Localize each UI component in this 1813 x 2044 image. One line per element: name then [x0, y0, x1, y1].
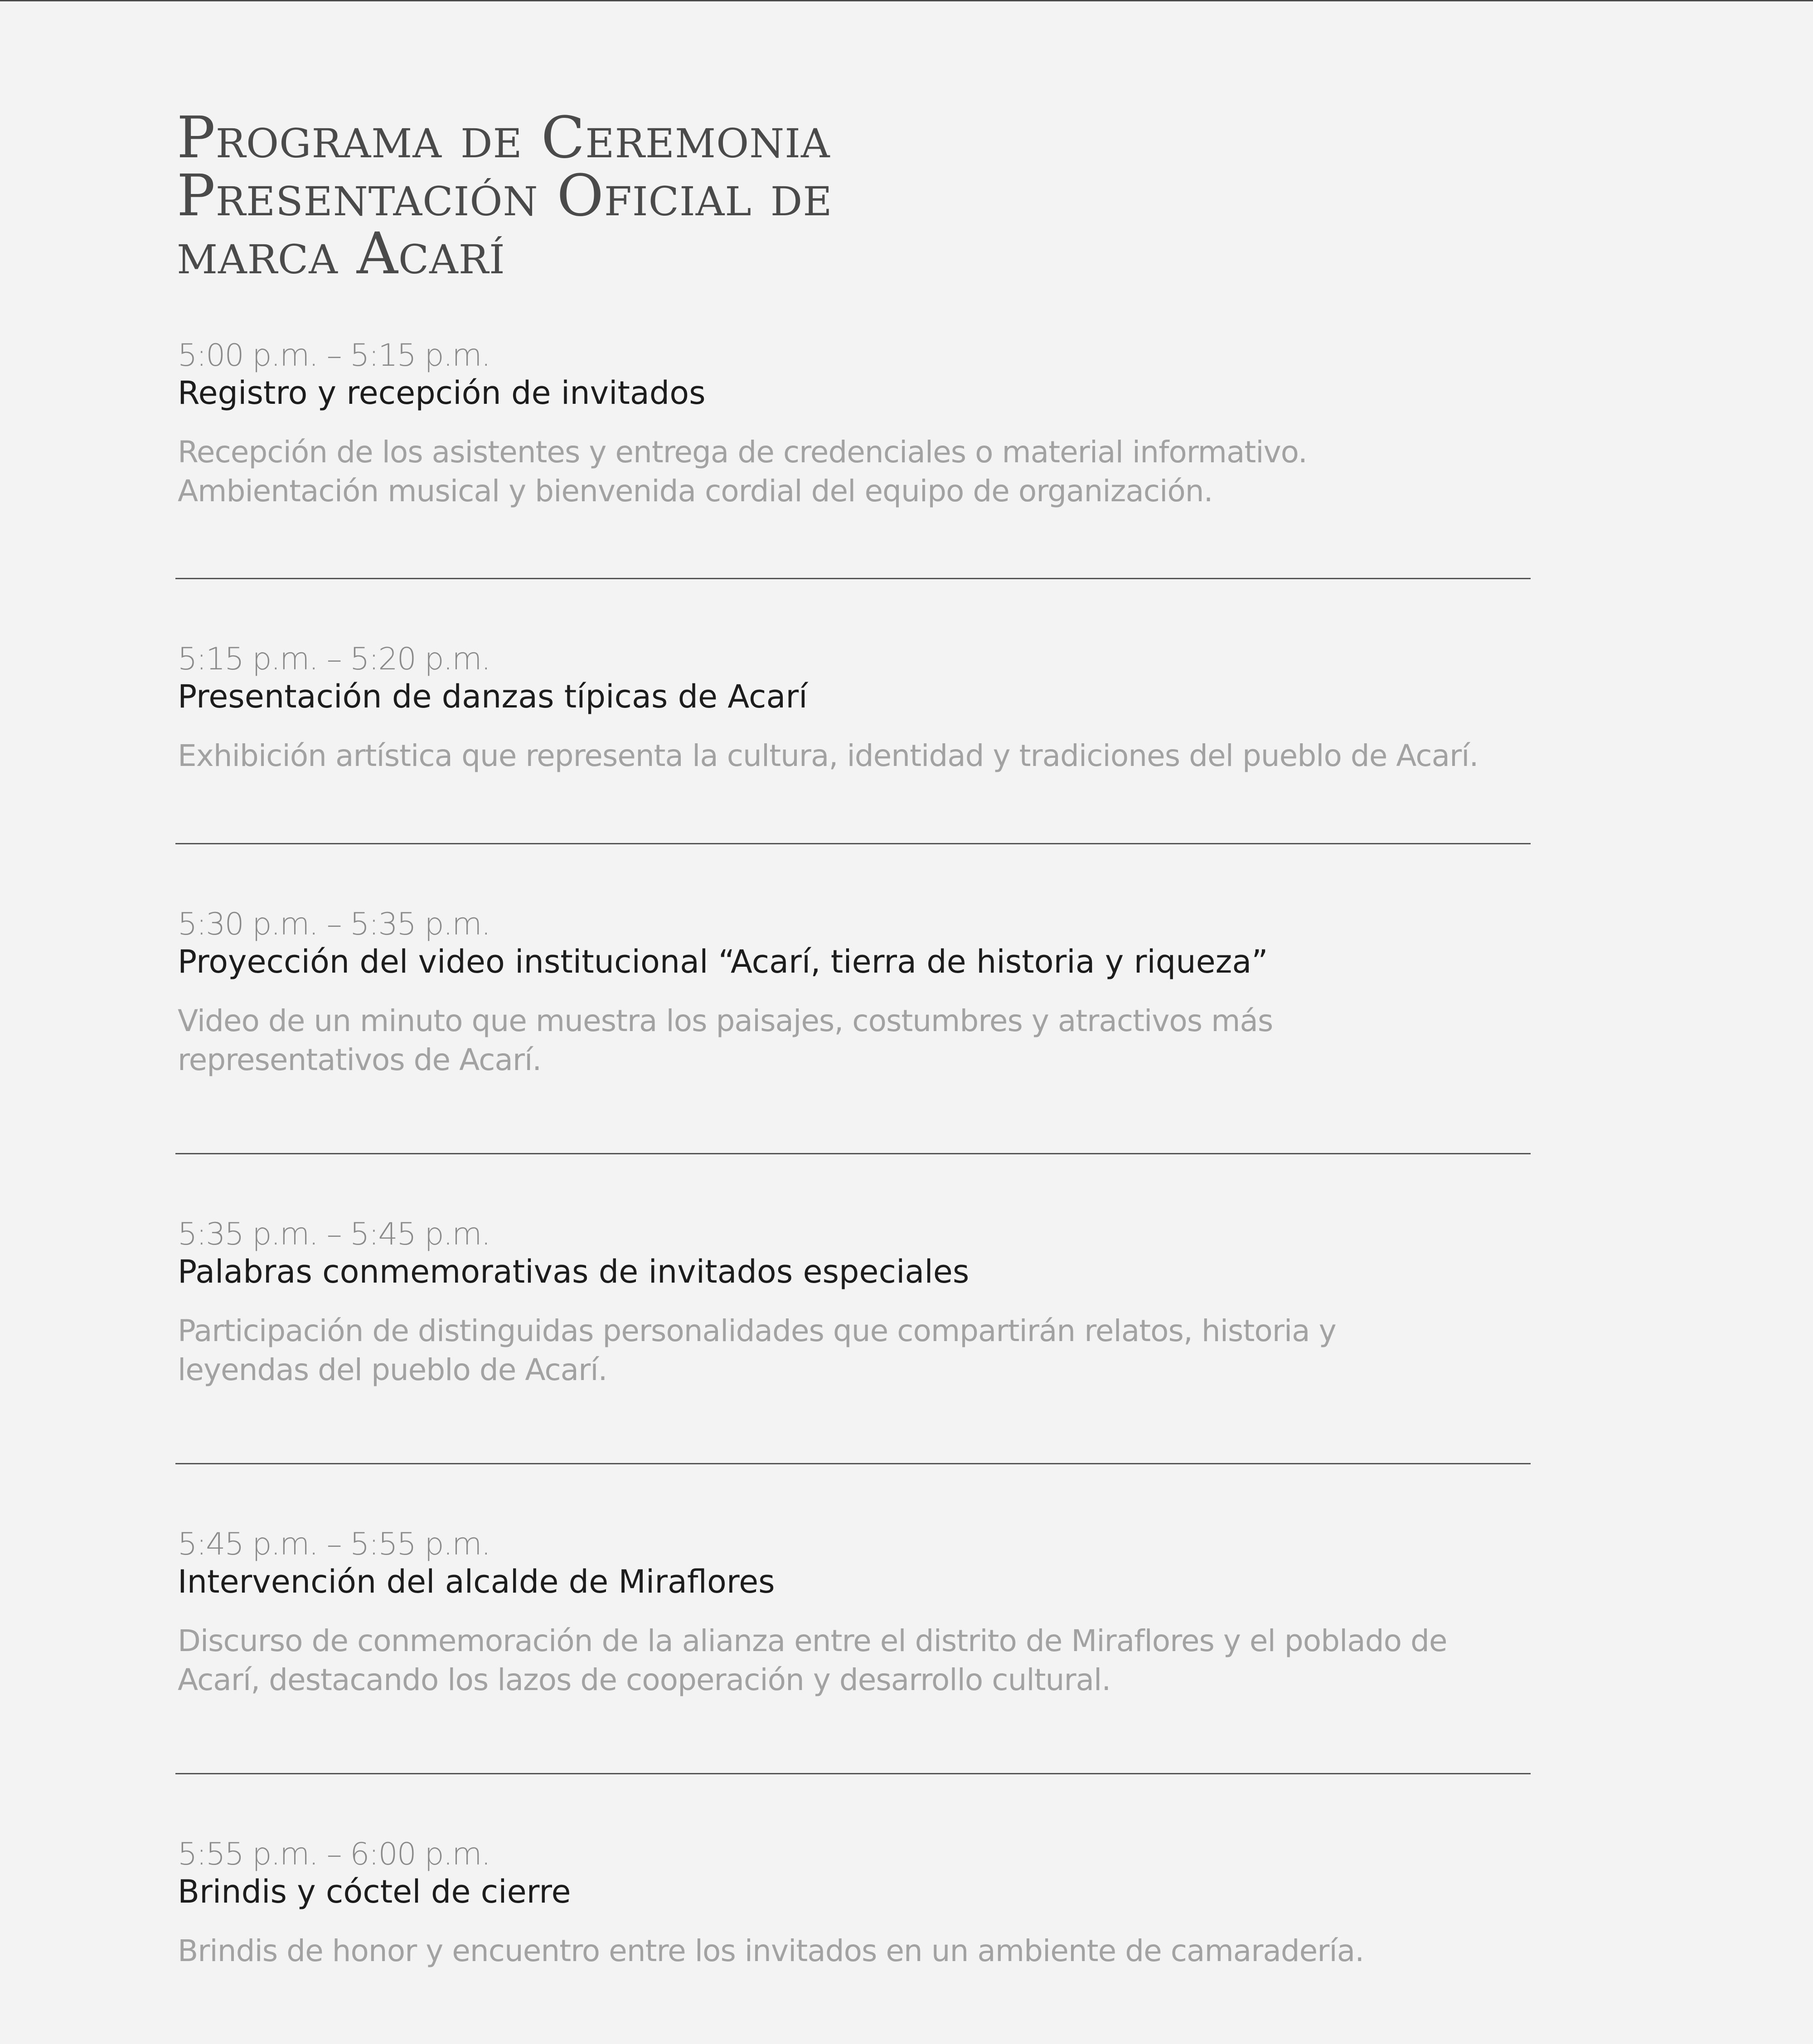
- divider: [175, 1463, 1531, 1464]
- page-title-line-1: Programa de Ceremonia: [177, 104, 830, 171]
- item-title: Brindis y cóctel de cierre: [178, 1873, 571, 1910]
- item-title: Intervención del alcalde de Miraflores: [178, 1563, 775, 1600]
- item-title: Presentación de danzas típicas de Acarí: [178, 678, 808, 715]
- item-description: [178, 1622, 1528, 1700]
- item-description-line: Brindis de honor y encuentro entre los invitados en un ambiente de camaradería.: [178, 1933, 1364, 1968]
- item-time: 5:45 p.m. – 5:55 p.m.: [178, 1526, 490, 1562]
- item-description-line: Exhibición artística que representa la cultura, identidad y tradiciones del pueblo de Acarí.: [178, 738, 1479, 773]
- item-description: [178, 1932, 1528, 1971]
- divider: [175, 578, 1531, 579]
- divider: [175, 843, 1531, 844]
- item-description-line: Acarí, destacando los lazos de cooperación y desarrollo cultural.: [178, 1662, 1111, 1697]
- item-description-line: Recepción de los asistentes y entrega de credenciales o material informativo.: [178, 435, 1307, 470]
- item-description-line: Ambientación musical y bienvenida cordial del equipo de organización.: [178, 474, 1213, 509]
- item-time: 5:35 p.m. – 5:45 p.m.: [178, 1216, 490, 1252]
- schedule-item-brindis: [178, 1836, 1528, 1971]
- item-description-line: Discurso de conmemoración de la alianza entre el distrito de Miraflores y el poblado de: [178, 1623, 1447, 1658]
- item-title: Registro y recepción de invitados: [178, 374, 706, 412]
- top-border: [0, 0, 1813, 1]
- schedule-item-registro: [178, 338, 1528, 511]
- item-title: Proyección del video institucional “Acarí, tierra de historia y riqueza”: [178, 943, 1268, 980]
- divider: [175, 1773, 1531, 1774]
- schedule-item-video: [178, 906, 1528, 1080]
- schedule-item-danzas: [178, 641, 1528, 775]
- item-time: 5:15 p.m. – 5:20 p.m.: [178, 641, 490, 677]
- item-description-line: representativos de Acarí.: [178, 1042, 542, 1077]
- item-title: Palabras conmemorativas de invitados especiales: [178, 1253, 970, 1290]
- schedule-item-alcalde: [178, 1526, 1528, 1700]
- item-time: 5:30 p.m. – 5:35 p.m.: [178, 906, 490, 942]
- item-description-line: leyendas del pueblo de Acarí.: [178, 1352, 607, 1387]
- item-description: [178, 1002, 1528, 1080]
- schedule-item-palabras: [178, 1216, 1528, 1390]
- page-title-line-2: Presentación Oficial de: [177, 162, 833, 229]
- item-description: [178, 736, 1528, 775]
- item-description: [178, 1312, 1528, 1390]
- item-description-line: Participación de distinguidas personalidades que compartirán relatos, historia y: [178, 1313, 1336, 1348]
- item-description-line: Video de un minuto que muestra los paisajes, costumbres y atractivos más: [178, 1003, 1273, 1038]
- divider: [175, 1153, 1531, 1154]
- page-title-line-3: marca Acarí: [177, 220, 505, 287]
- item-time: 5:55 p.m. – 6:00 p.m.: [178, 1836, 490, 1872]
- item-description: [178, 433, 1528, 511]
- page-title: [177, 104, 833, 287]
- item-time: 5:00 p.m. – 5:15 p.m.: [178, 338, 490, 373]
